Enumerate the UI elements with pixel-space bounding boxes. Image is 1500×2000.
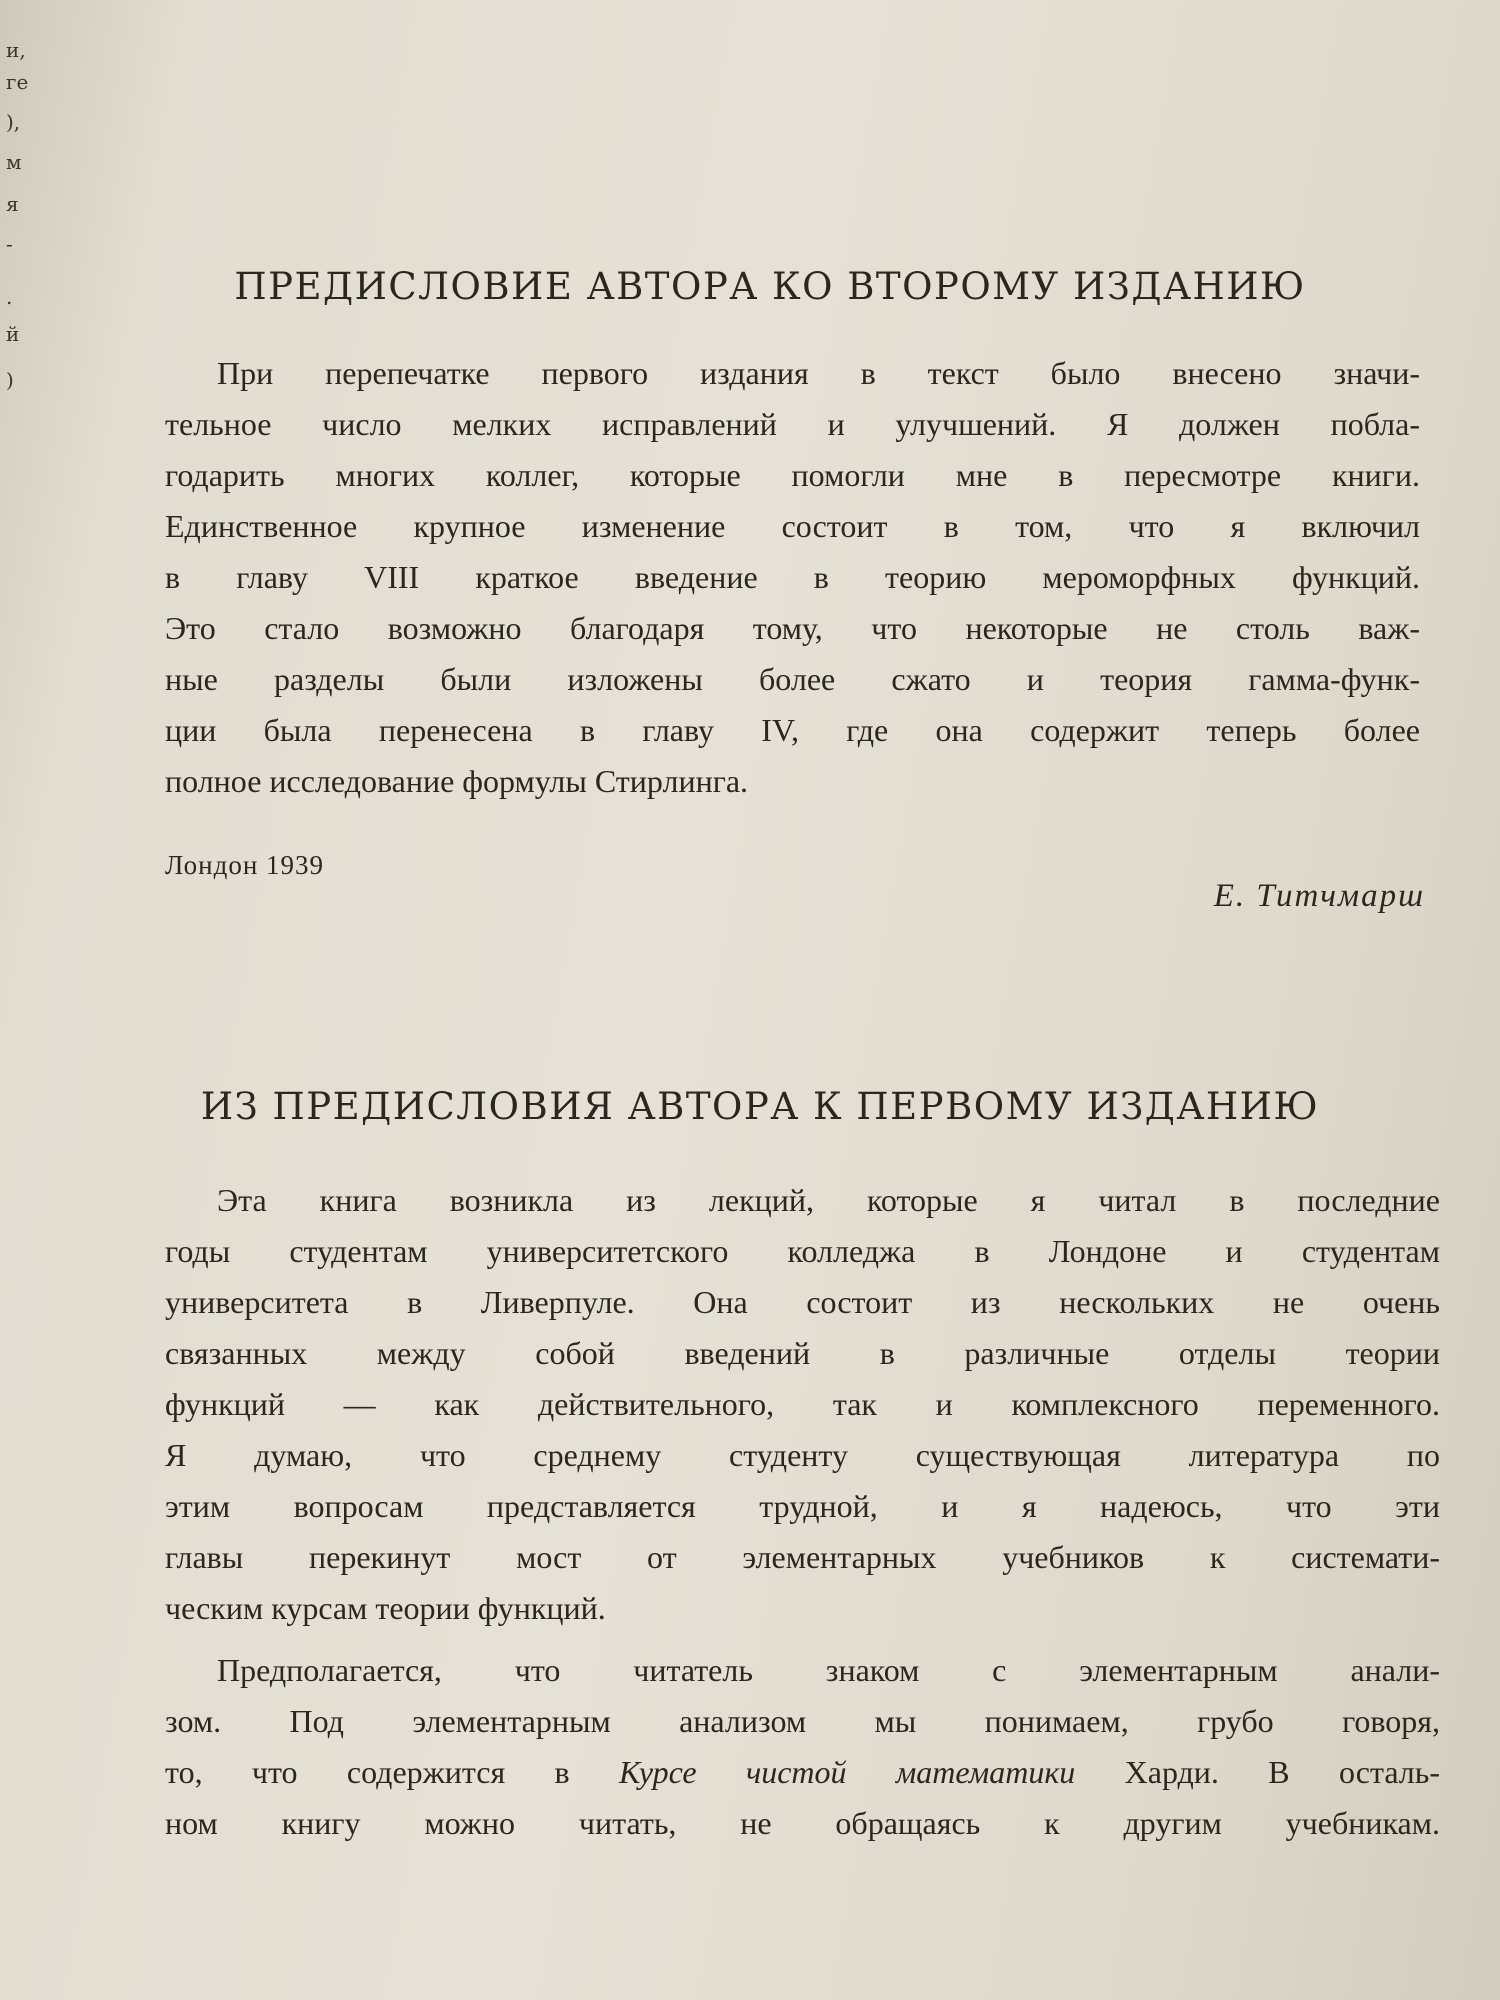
text-line: тельное число мелких исправлений и улучшений. Я должен побла- (165, 406, 1420, 442)
heading-second-edition-preface: ПРЕДИСЛОВИЕ АВТОРА КО ВТОРОМУ ИЗДАНИЮ (234, 265, 1306, 308)
heading-first-edition-preface: ИЗ ПРЕДИСЛОВИЯ АВТОРА К ПЕРВОМУ ИЗДАНИЮ (200, 1085, 1320, 1128)
paragraph-first-edition-1 (165, 1175, 1440, 1634)
text-segment: Харди. В осталь- (1075, 1754, 1441, 1790)
text-line: Эта книга возникла из лекций, которые я читал в последние (217, 1182, 1440, 1218)
gutter-fragment: й (6, 322, 20, 346)
text-line (165, 1747, 1440, 1798)
gutter-fragment: ) (6, 368, 14, 392)
text-line: ные разделы были изложены более сжато и теория гамма-функ- (165, 661, 1420, 697)
text-line: полное исследование формулы Стирлинга. (165, 763, 749, 799)
gutter-fragment: и, (6, 38, 26, 62)
author-signature: Е. Титчмарш (1213, 878, 1425, 914)
text-line: университета в Ливерпуле. Она состоит из нескольких не очень (165, 1284, 1440, 1320)
text-line: Единственное крупное изменение состоит в том, что я включил (165, 508, 1420, 544)
place-date: Лондон 1939 (165, 850, 325, 880)
text-line: годарить многих коллег, которые помогли мне в пересмотре книги. (165, 457, 1420, 493)
gutter-fragment: ге (6, 70, 29, 94)
book-title-italic: Курсе чистой математики (618, 1754, 1076, 1790)
text-line: годы студентам университетского колледжа в Лондоне и студентам (165, 1233, 1440, 1269)
text-line: ческим курсам теории функций. (165, 1590, 606, 1626)
text-line: связанных между собой введений в различные отделы теории (165, 1335, 1440, 1371)
text-segment: то, что содержится в (165, 1754, 619, 1790)
text-line: в главу VIII краткое введение в теорию мероморфных функций. (165, 559, 1420, 595)
text-line: Предполагается, что читатель знаком с элементарным анали- (217, 1652, 1440, 1688)
text-line: ции была перенесена в главу IV, где она содержит теперь более (165, 712, 1420, 748)
text-line: главы перекинут мост от элементарных учебников к системати- (165, 1539, 1440, 1575)
text-line: Это стало возможно благодаря тому, что некоторые не столь важ- (165, 610, 1420, 646)
gutter-fragment: м (6, 150, 22, 174)
paragraph-second-edition (165, 348, 1420, 807)
text-line: При перепечатке первого издания в текст было внесено значи- (217, 355, 1420, 391)
gutter-fragment: я (6, 192, 19, 216)
text-line: ном книгу можно читать, не обращаясь к другим учебникам. (165, 1805, 1440, 1841)
gutter-fragment: . (6, 285, 13, 309)
text-line: Я думаю, что среднему студенту существующая литература по (165, 1437, 1440, 1473)
gutter-fragment: ), (6, 110, 21, 134)
gutter-fragment: - (6, 232, 13, 256)
previous-page-edge (0, 0, 30, 420)
text-line: этим вопросам представляется трудной, и я надеюсь, что эти (165, 1488, 1440, 1524)
paragraph-first-edition-2 (165, 1645, 1440, 1849)
text-line: функций — как действительного, так и комплексного переменного. (165, 1386, 1440, 1422)
text-line: зом. Под элементарным анализом мы понимаем, грубо говоря, (165, 1703, 1440, 1739)
